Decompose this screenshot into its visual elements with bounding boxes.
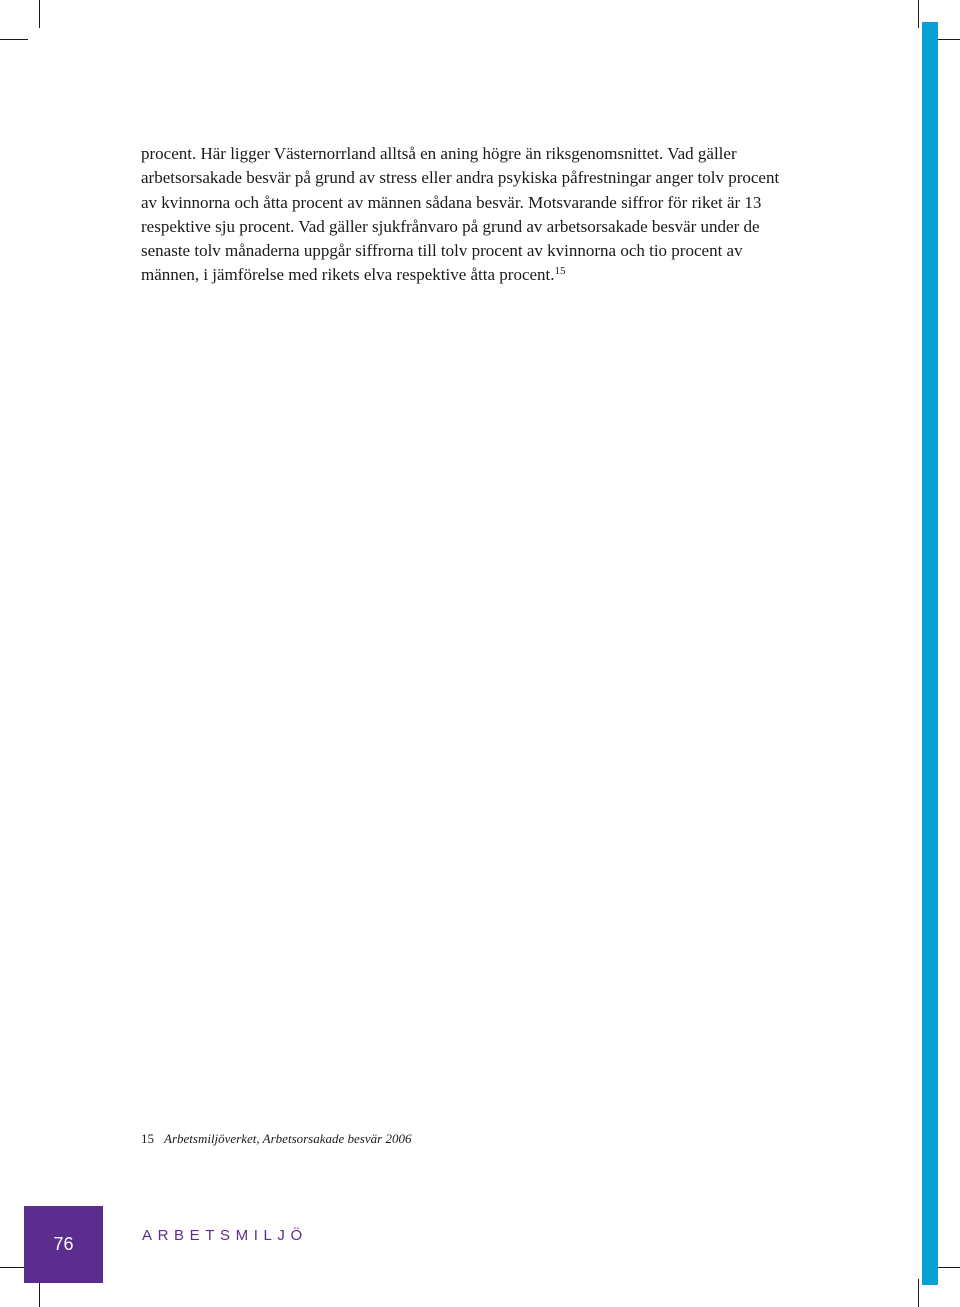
body-line: av kvinnorna och åtta procent av männen sådana besvär. Motsvarande siffror för riket är 13	[141, 192, 762, 212]
crop-mark-top-left-horizontal	[0, 39, 28, 40]
body-line: senaste tolv månaderna uppgår siffrorna till tolv procent av kvinnorna och tio procent av	[141, 241, 743, 261]
footnote-text: Arbetsmiljöverket, Arbetsorsakade besvär 2006	[164, 1131, 412, 1146]
crop-mark-bottom-left-vertical	[39, 1279, 40, 1307]
footnote-number: 15	[141, 1131, 154, 1146]
crop-mark-bottom-right-vertical	[918, 1279, 919, 1307]
body-paragraph	[141, 142, 801, 288]
body-line-text: männen, i jämförelse med rikets elva respektive åtta procent.	[141, 265, 555, 285]
body-line: arbetsorsakade besvär på grund av stress eller andra psykiska påfrestningar anger tolv procent	[141, 168, 780, 188]
running-footer-section-name: ARBETSMILJÖ	[142, 1227, 308, 1244]
body-line-last	[141, 263, 801, 287]
body-line: procent. Här ligger Västernorrland alltså en aning högre än riksgenomsnittet. Vad gäller	[141, 144, 737, 163]
body-line: respektive sju procent. Vad gäller sjukfrånvaro på grund av arbetsorsakade besvär under de	[141, 216, 760, 236]
edge-color-bar	[922, 22, 938, 1285]
footnote-reference[interactable]: 15	[554, 265, 566, 278]
crop-mark-top-left-vertical	[39, 0, 40, 28]
page-number-badge	[24, 1206, 103, 1283]
page-number: 76	[53, 1234, 74, 1254]
footnote	[141, 1131, 411, 1147]
crop-mark-top-right-vertical	[918, 0, 919, 28]
